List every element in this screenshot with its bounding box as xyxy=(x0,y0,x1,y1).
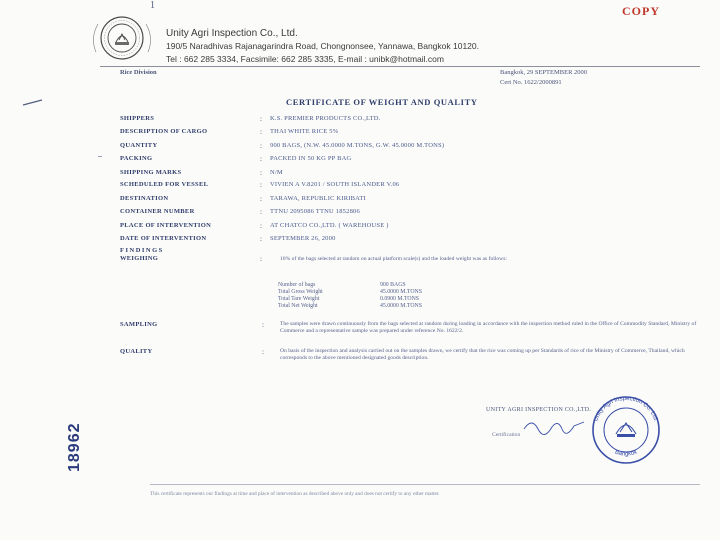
seal-bottom-text: Bangkok xyxy=(613,449,639,458)
field-value: TARAWA, REPUBLIC KIRIBATI xyxy=(270,195,366,202)
quality-colon: : xyxy=(262,348,264,356)
field-colon: : xyxy=(260,128,262,136)
field-label: PACKING xyxy=(120,155,153,162)
field-colon: : xyxy=(260,115,262,123)
weight-key: Number of bags xyxy=(278,282,316,288)
sampling-text: The samples were drawn continuously from the bags selected at random during loading in accordance with the inspection method ruled in the Office of Commodity Standard, Ministry of Commerce and a representative sample was prepared under reference No. 1622/2. xyxy=(280,321,697,335)
footer-disclaimer: This certificate represents our findings at time and place of intervention as described above only and does not certify to any other matter. xyxy=(150,491,440,497)
field-label: SHIPPING MARKS xyxy=(120,169,182,176)
field-value: K.S. PREMIER PRODUCTS CO.,LTD. xyxy=(270,115,381,122)
serial-number: 18962 xyxy=(66,422,83,472)
field-colon: : xyxy=(260,155,262,163)
field-label: SHIPPERS xyxy=(120,115,155,122)
weight-value: 45.0000 M.TONS xyxy=(380,303,422,309)
company-seal-icon xyxy=(574,392,678,466)
weight-key: Total Tare Weight xyxy=(278,296,320,302)
field-colon: : xyxy=(260,235,262,243)
field-colon: : xyxy=(260,169,262,177)
weight-value: 0.0900 M.TONS xyxy=(380,296,420,302)
field-colon: : xyxy=(260,181,262,189)
field-label: DATE OF INTERVENTION xyxy=(120,235,207,242)
margin-scribble-icon xyxy=(22,99,44,107)
field-colon: : xyxy=(260,142,262,150)
signature-company: UNITY AGRI INSPECTION CO.,LTD. xyxy=(486,407,592,413)
field-label: SCHEDULED FOR VESSEL xyxy=(120,181,209,188)
field-value: VIVIEN A V.8201 / SOUTH ISLANDER V.06 xyxy=(270,181,400,188)
top-mark: 1 xyxy=(150,0,155,11)
company-contact: Tel : 662 285 3334, Facsimile: 662 285 3335, E-mail : unibk@hotmail.com xyxy=(166,54,444,64)
header-divider xyxy=(100,66,700,67)
weighing-text: 10% of the bags selected at random on actual platform scale(s) and the loaded weight was as follows: xyxy=(280,256,507,262)
sampling-colon: : xyxy=(262,321,264,329)
company-address: 190/5 Naradhivas Rajanagarindra Road, Chongnonsee, Yannawa, Bangkok 10120. xyxy=(166,41,479,51)
footer-divider xyxy=(150,484,700,485)
seal-top-text: Unity Agri Inspection Co. Ltd. xyxy=(593,395,659,423)
field-label: DESCRIPTION OF CARGO xyxy=(120,128,208,135)
certificate-title: CERTIFICATE OF WEIGHT AND QUALITY xyxy=(286,97,478,107)
division-label: Rice Division xyxy=(120,69,157,76)
field-colon: : xyxy=(260,195,262,203)
field-value: THAI WHITE RICE 5% xyxy=(270,128,339,135)
field-label: CONTAINER NUMBER xyxy=(120,208,195,215)
company-name: Unity Agri Inspection Co., Ltd. xyxy=(166,28,298,39)
field-value: SEPTEMBER 26, 2000 xyxy=(270,235,336,242)
signature-title: Certification xyxy=(492,432,521,438)
quality-text: On basis of the inspection and analysis carried out on the samples drawn, we certify that the rice was coming up per Standards of rice of the Ministry of Commerce, Thailand, which corresponds to the above mentioned designated goods description. xyxy=(280,348,685,362)
weight-key: Total Net Weight xyxy=(278,303,318,309)
field-value: N/M xyxy=(270,169,283,176)
field-value: TTNU 2095086 TTNU 1852806 xyxy=(270,208,360,215)
field-label: DESTINATION xyxy=(120,195,169,202)
svg-text:Unity Agri Inspection Co. Ltd. xyxy=(593,396,659,423)
weight-value: 45.0000 M.TONS xyxy=(380,289,422,295)
date-line: Bangkok, 29 SEPTEMBER 2000 xyxy=(500,69,588,76)
copy-stamp: COPY xyxy=(622,4,660,18)
margin-mark xyxy=(98,156,102,157)
weight-key: Total Gross Weight xyxy=(278,289,323,295)
svg-text:Bangkok xyxy=(614,449,639,458)
quality-label: QUALITY xyxy=(120,348,153,355)
field-value: 900 BAGS, (N.W. 45.0000 M.TONS, G.W. 45.0000 M.TONS) xyxy=(270,142,445,149)
field-colon: : xyxy=(260,208,262,216)
findings-label: FINDINGS xyxy=(120,247,164,254)
field-colon: : xyxy=(260,222,262,230)
sampling-label: SAMPLING xyxy=(120,321,158,328)
weighing-colon: : xyxy=(260,255,262,263)
weighing-label: WEIGHING xyxy=(120,255,159,262)
field-label: PLACE OF INTERVENTION xyxy=(120,222,212,229)
field-value: PACKED IN 50 KG PP BAG xyxy=(270,155,352,162)
field-label: QUANTITY xyxy=(120,142,158,149)
cert-number: Cert No. 1622/2000891 xyxy=(500,79,562,86)
company-logo-icon xyxy=(86,12,158,64)
field-value: AT CHATCO CO.,LTD. ( WAREHOUSE ) xyxy=(270,222,389,229)
weight-value: 900 BAGS xyxy=(380,282,406,288)
